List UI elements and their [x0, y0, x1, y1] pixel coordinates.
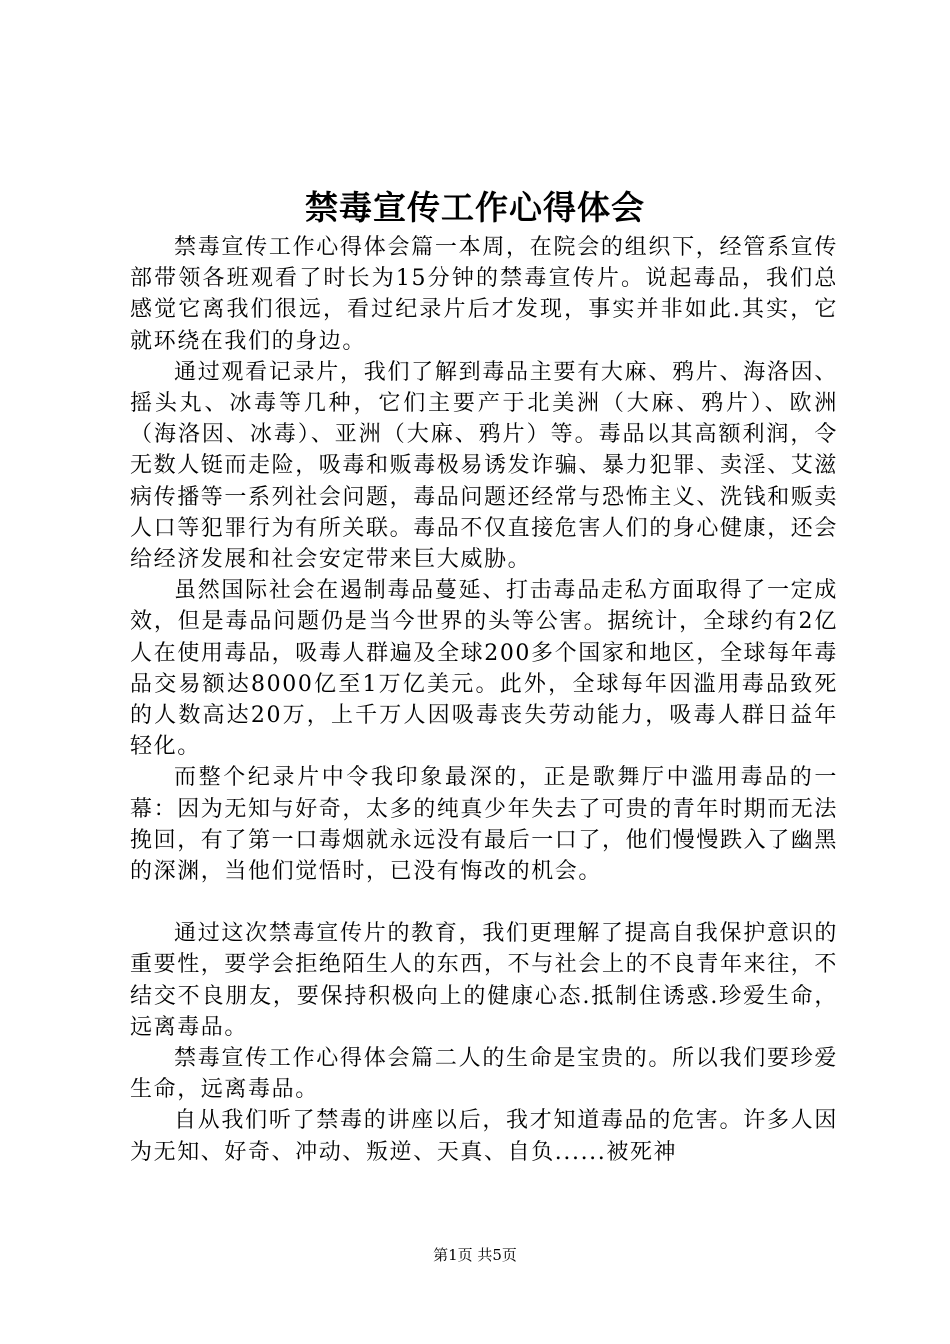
paragraph: 通过这次禁毒宣传片的教育，我们更理解了提高自我保护意识的重要性，要学会拒绝陌生人的东西，不与社会上的不良青年来往，不结交不良朋友，要保持积极向上的健康心态.抵制住诱惑.珍爱生命，远离毒品。 — [130, 921, 839, 1040]
paragraph: 虽然国际社会在遏制毒品蔓延、打击毒品走私方面取得了一定成效，但是毒品问题仍是当今世界的头等公害。据统计，全球约有2亿人在使用毒品，吸毒人群遍及全球200多个国家和地区，全球每年毒品交易额达8000亿至1万亿美元。此外，全球每年因滥用毒品致死的人数高达20万，上千万人因吸毒丧失劳动能力，吸毒人群日益年轻化。 — [130, 578, 838, 760]
page-number-footer: 第1页 共5页 — [433, 1246, 517, 1264]
paragraph: 而整个纪录片中令我印象最深的，正是歌舞厅中滥用毒品的一幕：因为无知与好奇，太多的纯真少年失去了可贵的青年时期而无法挽回，有了第一口毒烟就永远没有最后一口了，他们慢慢跌入了幽黑的深渊，当他们觉悟时，已没有悔改的机会。 — [130, 765, 839, 885]
paragraph: 自从我们听了禁毒的讲座以后，我才知道毒品的危害。许多人因为无知、好奇、冲动、叛逆、天真、自负......被死神 — [130, 1108, 838, 1165]
paragraph: 禁毒宣传工作心得体会篇一本周，在院会的组织下，经管系宣传部带领各班观看了时长为15分钟的禁毒宣传片。说起毒品，我们总感觉它离我们很远，看过纪录片后才发现，事实并非如此.其实，它就环绕在我们的身边。 — [130, 235, 838, 354]
document-body — [130, 232, 838, 1168]
document-title: 禁毒宣传工作心得体会 — [305, 188, 645, 227]
paragraph: 通过观看记录片，我们了解到毒品主要有大麻、鸦片、海洛因、摇头丸、冰毒等几种，它们主要产于北美洲（大麻、鸦片）、欧洲（海洛因、冰毒）、亚洲（大麻、鸦片）等。毒品以其高额利润，令无数人铤而走险，吸毒和贩毒极易诱发诈骗、暴力犯罪、卖淫、艾滋病传播等一系列社会问题，毒品问题还经常与恐怖主义、洗钱和贩卖人口等犯罪行为有所关联。毒品不仅直接危害人们的身心健康，还会给经济发展和社会安定带来巨大威胁。 — [130, 359, 839, 573]
paragraph: 禁毒宣传工作心得体会篇二人的生命是宝贵的。所以我们要珍爱生命，远离毒品。 — [130, 1046, 838, 1103]
